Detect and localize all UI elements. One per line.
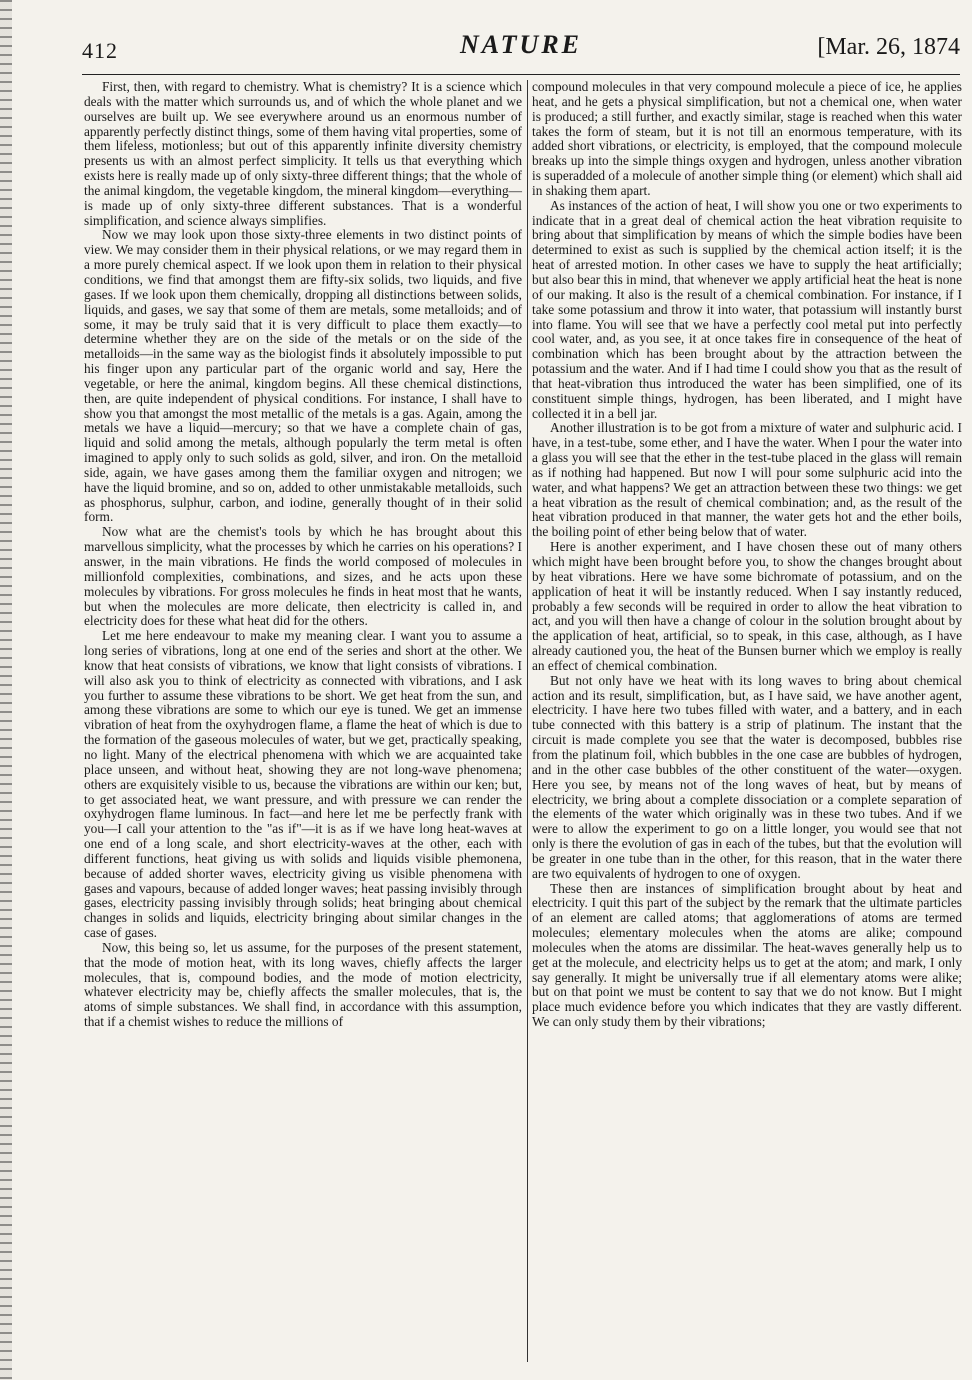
paragraph: Let me here endeavour to make my meaning clear. I want you to assume a long series of vibrations, long at one end of the series and short at the other. We know that heat consists of vibrations, we know that light consists of vibrations. I will also ask you to think of electricity as connected with vibrations, and I ask you further to assume these vibrations to be short. We get heat from the sun, and among these vibrations are some to which our eye is tuned. We get an immense vibration of heat from the oxyhydrogen flame, a flame the heat of which is due to the formation of the gaseous molecules of water, but we get, practically speaking, no light. Many of the electrical phenomena with which we are acquainted take place unseen, and without heat, showing they are not long-wave phenomena; others are exquisitely visible to us, because the vibrations are within our ken; but, to get associated heat, we want pressure, and with pressure we can render the oxyhydrogen flame luminous. In fact—and here let me be perfectly frank with you—I call your attention to the "as if"—it is as if we have long heat-waves at one end of a long scale, and short electricity-waves at the other, each with different functions, heat giving us with solids and liquids visible phemonena, because of added shorter waves, electricity giving us visible phenomena with gases and vapours, because of added longer waves; heat passing invisibly through gases, electricity passing invisibly through solids; heat bringing about chemical changes in solids and liquids, electricity bringing about similar changes in the case of gases.: [84, 628, 522, 941]
paragraph: These then are instances of simplification brought about by heat and electricity. I quit this part of the subject by the remark that the ultimate particles of an element are called atoms; that agglomerations of atoms are termed molecules; elementary molecules when the atoms are alike; compound molecules when the atoms are dissimilar. The heat-waves generally help us to get at the molecule, and electricity helps us to get at the atom; and mark, I only say generally. It might be universally true if all elementary atoms were alike; but on that point we must be content to say that we do not know. But I might place much evidence before you which indicates that they are vastly different. We can only study them by their vibrations;: [532, 880, 962, 1030]
page-header: [82, 28, 960, 68]
issue-date: [Mar. 26, 1874: [817, 34, 960, 60]
binding-margin: [0, 0, 12, 1380]
paragraph: Another illustration is to be got from a mixture of water and sulphuric acid. I have, in a test-tube, some ether, and I have the water. When I pour the water into a glass you will see that the ether in the test-tube placed in the glass will remain as if nothing had happened. But now I will pour some sulphuric acid into the water, and what happens? We get an attraction between these two things: we get a heat vibration as the result of chemical combination; and, as the result of the heat vibration produced in that manner, the water gets hot and the ether boils, the boiling point of ether being below that of water.: [532, 420, 962, 540]
paragraph: compound molecules in that very compound molecule a piece of ice, he applies heat, and he gets a physical simplification, but not a chemical one, when water is produced; a still further, and exactly similar, stage is reached when this water takes the form of steam, but it is not till an enormous temperature, with its added short vibrations, or electricity, is employed, that the compound molecule breaks up into the simple things oxygen and hydrogen, unless another vibration is superadded of a molecule of another simple thing (or element) which shall aid in shaking them apart.: [532, 79, 962, 198]
right-column: [532, 80, 962, 1030]
journal-title: NATURE: [459, 30, 583, 59]
paragraph: But not only have we heat with its long waves to bring about chemical action and its result, simplification, but, as I have said, we have another agent, electricity. I have here two tubes filled with water, and a battery, and in each tube connected with this battery is a strip of platinum. The instant that the circuit is made complete you see that the water is decomposed, bubbles rise from the platinum foil, which bubbles in the one case are bubbles of hydrogen, and in the other case bubbles of the other constituent of the water—oxygen. Here you see, by means not of the long waves of heat, but by means of electricity, we bring about a complete dissociation or a complete separation of the elements of the water which originally was in these two tubes. And if we were to allow the experiment to go on a little longer, you would see that not only is there the evolution of gas in each of the tubes, but that the evolution will be greater in one tube than in the other, for this reason, that in the water there are two equivalents of hydrogen to one of oxygen.: [532, 672, 962, 881]
column-divider: [527, 80, 528, 1362]
paragraph: Now, this being so, let us assume, for the purposes of the present statement, that the mode of motion heat, with its long waves, chiefly affects the larger molecules, that is, compound bodies, and the mode of motion electricity, whatever electricity may be, chiefly affects the smaller molecules, that is, the atoms of simple substances. We shall find, in accordance with this assumption, that if a chemist wishes to reduce the millions of: [84, 939, 522, 1030]
left-column: [84, 80, 522, 1030]
paragraph: Now what are the chemist's tools by which he has brought about this marvellous simplicity, what the processes by which he carries on his operations? I answer, in the main vibrations. He finds the world composed of molecules in millionfold complexities, combinations, and sizes, and he acts upon these molecules by vibrations. For gross molecules he finds in heat most that he wants, but when the molecules are more delicate, then electricity is called in, and electricity does for these what heat did for the others.: [84, 524, 522, 629]
paragraph: Now we may look upon those sixty-three elements in two distinct points of view. We may consider them in their physical relations, or we may regard them in a more purely chemical aspect. If we look upon them in relation to their physical conditions, we find that amongst them are fifty-six solids, two liquids, and five gases. If we look upon them chemically, dropping all distinctions between solids, liquids, and gases, we say that some of them are metals, some metalloids; and of some, it may be truly said that it is very difficult to place them exactly—to determine whether they are on the side of the metals or on the side of the metalloids—in the same way as the biologist finds it absolutely impossible to put his finger upon any particular part of the organic world and say, Here the vegetable, or here the animal, kingdom begins. All these chemical distinctions, then, are quite independent of physical conditions. For instance, I shall have to show you that amongst the most metallic of the metals is a gas. Again, among the metals we have a liquid—mercury; so that we have a complete chain of gas, liquid and solid among the metals, although popularly the term metal is often imagined to apply only to such solids as gold, silver, and iron. On the metalloid side, again, we have gases among them the familiar oxygen and nitrogen; we have the liquid bromine, and so on, added to other unmistakable metalloids, such as phosphorus, sulphur, carbon, and iodine, generally thought of in their solid form.: [84, 227, 522, 525]
paragraph: Here is another experiment, and I have chosen these out of many others which might have been brought before you, to show the changes brought about by heat vibrations. Here we have some bichromate of potassium, and on the application of heat it will be instantly reduced. When I say instantly reduced, probably a few seconds will be required in order to allow the heat vibration to act, and you will then have a change of colour in the solution brought about by the application of heat, artificial, so to speak, in this case, although, as I have already cautioned you, the heat of the Bunsen burner which we employ is really an effect of chemical combination.: [532, 539, 962, 673]
paragraph: First, then, with regard to chemistry. What is chemistry? It is a science which deals with the matter which surrounds us, and of which the whole planet and we ourselves are built up. We see everywhere around us an enormous number of apparently perfectly distinct things, some of them having vital properties, some of them lifeless, motionless; but out of this apparently infinite diversity chemistry presents us with an almost perfect simplicity. It tells us that everything which exists here is really made up of only sixty-three different things; that the whole of the animal kingdom, the vegetable kingdom, the mineral kingdom—everything—is made up of only sixty-three different substances. That is a wonderful simplification, and science always simplifies.: [84, 79, 522, 228]
page-number: 412: [82, 38, 118, 63]
paragraph: As instances of the action of heat, I will show you one or two experiments to indicate that in a great deal of chemical action the heat vibration requisite to bring about that simplification by means of which the simple bodies have been determined to exist as such is supplied by the chemical action itself; it is the heat of arrested motion. In other cases we have to supply the heat artificially; but also bear this in mind, that whenever we apply artificial heat the heat is none of our making. It also is the result of a chemical combination. For instance, if I take some potassium and throw it into water, that potassium will instantly burst into flame. You will see that we have a perfectly cool metal put into perfectly cool water, and, as you see, it at once takes fire in consequence of the heat of combination which has been brought about by the attraction between the potassium and the water. And if I had time I could show you that as the result of that heat-vibration thus introduced the water has been simplified, one of its constituent simple things, hydrogen, has been liberated, and I might have collected it in a bell jar.: [532, 197, 962, 421]
header-rule: [82, 74, 960, 75]
